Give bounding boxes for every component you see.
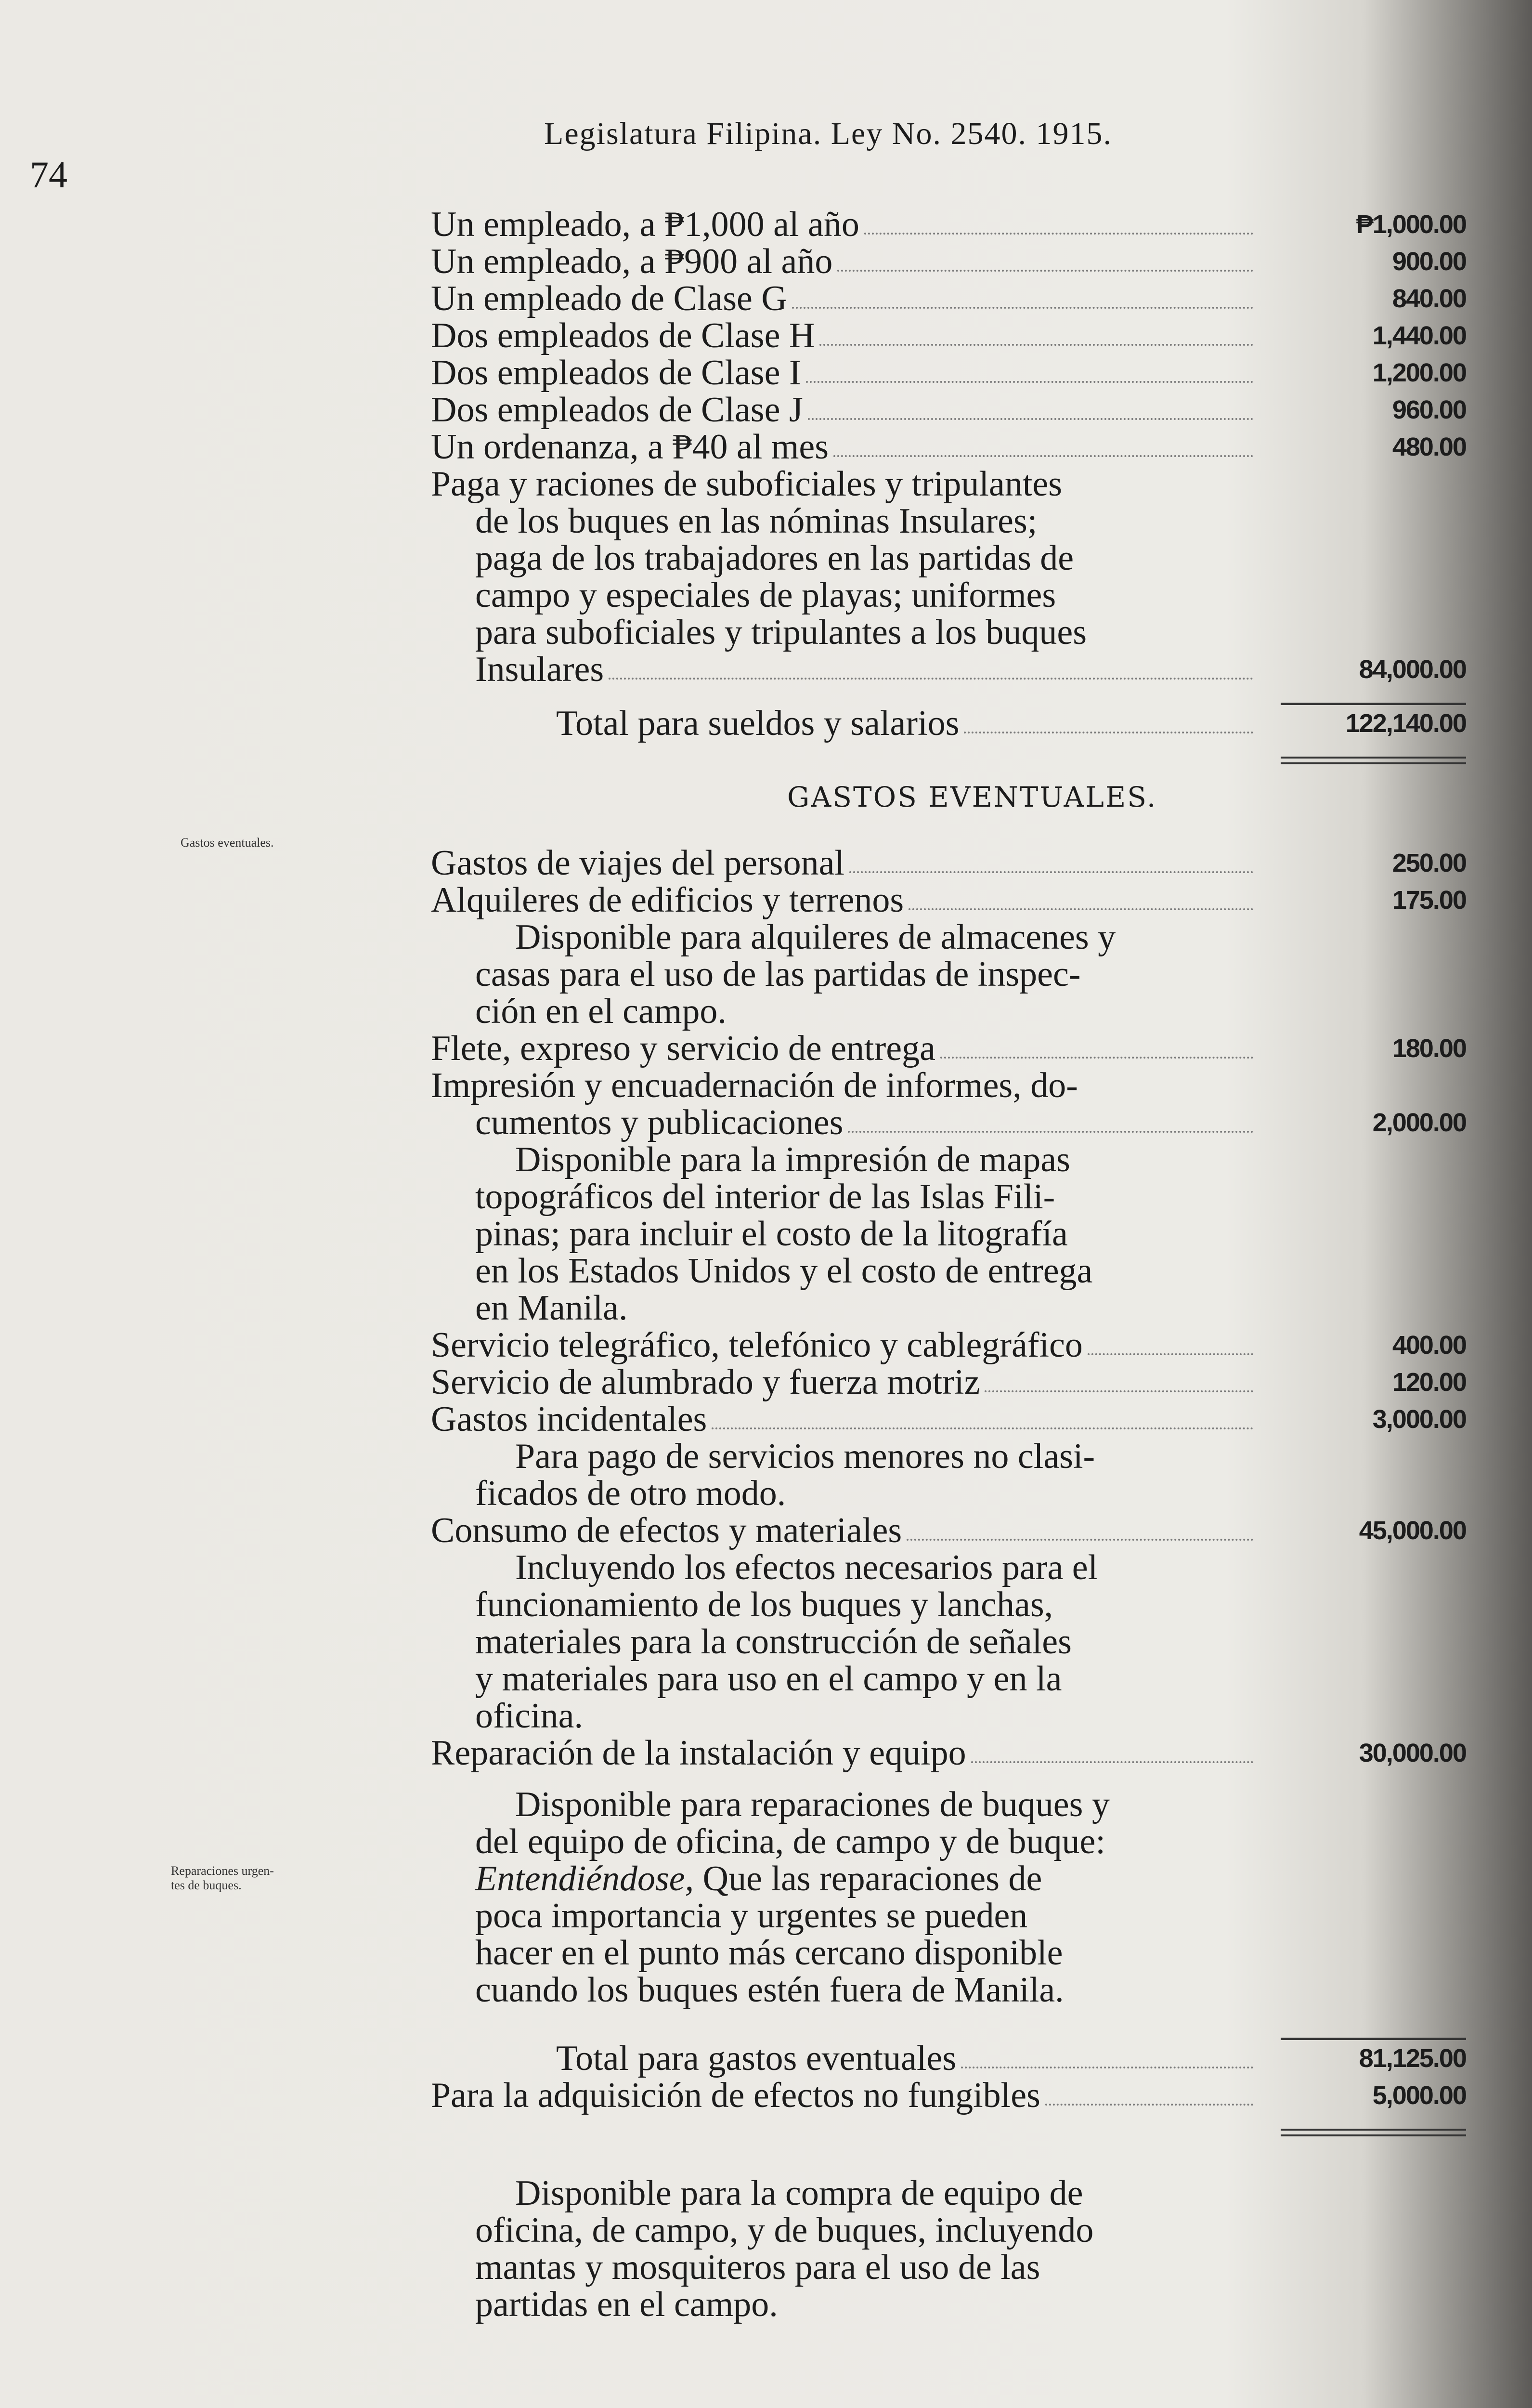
leader-dots [971, 1761, 1253, 1763]
item-label: cumentos y publicaciones [475, 1103, 844, 1142]
paga-text: de los buques en las nóminas Insulares; [475, 501, 1038, 541]
item-label: Servicio telegráfico, telefónico y cablegráfico [431, 1325, 1083, 1365]
line-item [431, 1104, 1466, 1141]
line-item [431, 206, 1466, 243]
item-label: Insulares [475, 650, 604, 689]
total-label: Total para sueldos y salarios [556, 704, 960, 743]
note-text: del equipo de oficina, de campo y de buque: [475, 1822, 1105, 1861]
note-text: topográficos del interior de las Islas Fili- [475, 1177, 1055, 1217]
leader-dots [985, 1390, 1253, 1392]
note-text: Disponible para la impresión de mapas [515, 1140, 1070, 1179]
item-amount: 840.00 [1392, 284, 1466, 313]
note-text: funcionamiento de los buques y lanchas, [475, 1585, 1053, 1624]
line-item [431, 1401, 1466, 1438]
total-line [431, 705, 1466, 742]
item-label: Un ordenanza, a ₱40 al mes [431, 427, 829, 467]
item-amount: 480.00 [1392, 432, 1466, 461]
line-item [431, 429, 1466, 466]
note-text: oficina, de campo, y de buques, incluyendo [475, 2211, 1094, 2250]
item-label: Para la adquisición de efectos no fungibles [431, 2076, 1040, 2115]
leader-dots [837, 270, 1253, 272]
note-text: mantas y mosquiteros para el uso de las [475, 2248, 1040, 2287]
line-item [431, 317, 1466, 354]
appropriation-content [431, 206, 1466, 2323]
leader-dots [907, 1539, 1253, 1541]
item-label: Dos empleados de Clase I [431, 353, 801, 393]
note-text: cuando los buques estén fuera de Manila. [475, 1970, 1064, 2010]
item-label: Gastos de viajes del personal [431, 843, 844, 883]
line-item [431, 1364, 1466, 1401]
note-text: oficina. [475, 1696, 583, 1736]
note-text: Disponible para reparaciones de buques y [515, 1785, 1110, 1824]
leader-dots [964, 732, 1253, 733]
leader-dots [609, 678, 1253, 680]
item-label: Dos empleados de Clase J [431, 390, 803, 430]
item-label: Gastos incidentales [431, 1400, 707, 1439]
leader-dots [1045, 2104, 1253, 2106]
line-item [431, 1512, 1466, 1549]
item-label: Un empleado, a ₱900 al año [431, 242, 833, 281]
paga-text: para suboficiales y tripulantes a los buques [475, 613, 1087, 652]
item-label: Alquileres de edificios y terrenos [431, 880, 904, 920]
note-text: ficados de otro modo. [475, 1474, 786, 1513]
total-double-rule [1281, 757, 1466, 764]
item-text: Impresión y encuadernación de informes, do- [431, 1066, 1078, 1105]
item-label: Reparación de la instalación y equipo [431, 1733, 966, 1773]
line-item [431, 882, 1466, 919]
leader-dots [808, 418, 1253, 420]
leader-dots [909, 908, 1253, 910]
item-label: Un empleado, a ₱1,000 al año [431, 205, 859, 244]
margin-note-line: Reparaciones urgen- [171, 1864, 274, 1878]
item-amount: 3,000.00 [1372, 1405, 1466, 1434]
note-text: en Manila. [475, 1288, 628, 1328]
line-item [431, 651, 1466, 688]
note-text: Para pago de servicios menores no clasi- [515, 1437, 1095, 1476]
note-text-rest: Que las reparaciones de [694, 1859, 1042, 1898]
line-item [431, 392, 1466, 429]
margin-note-reparaciones [171, 1864, 274, 1893]
item-amount: 45,000.00 [1359, 1516, 1466, 1545]
paga-text: Paga y raciones de suboficiales y tripulantes [431, 464, 1063, 504]
note-text: Disponible para la compra de equipo de [515, 2173, 1083, 2213]
item-amount: 120.00 [1392, 1368, 1466, 1397]
item-amount: 30,000.00 [1359, 1739, 1466, 1767]
section-heading: GASTOS EVENTUALES. [787, 781, 1157, 813]
note-text: en los Estados Unidos y el costo de entrega [475, 1251, 1093, 1291]
running-head: Legislatura Filipina. Ley No. 2540. 1915. [544, 116, 1112, 151]
line-item [431, 354, 1466, 392]
item-label: Dos empleados de Clase H [431, 316, 815, 355]
item-amount: 250.00 [1392, 849, 1466, 877]
total-line [431, 2040, 1466, 2077]
note-text: ción en el campo. [475, 992, 727, 1031]
item-amount: 900.00 [1392, 247, 1466, 276]
line-item [431, 845, 1466, 882]
total-amount: 81,125.00 [1359, 2044, 1466, 2073]
page-number: 74 [30, 154, 67, 196]
margin-note-gastos-eventuales: Gastos eventuales. [181, 836, 274, 850]
item-amount: ₱1,000.00 [1356, 210, 1466, 239]
leader-dots [849, 871, 1253, 873]
leader-dots [833, 455, 1253, 457]
note-text: pinas; para incluir el costo de la litografía [475, 1214, 1068, 1254]
leader-dots [848, 1131, 1253, 1133]
note-text [431, 1860, 1466, 1898]
leader-dots [940, 1057, 1253, 1059]
item-label: Flete, expreso y servicio de entrega [431, 1029, 935, 1068]
leader-dots [819, 344, 1253, 346]
note-text: Incluyendo los efectos necesarios para el [515, 1548, 1098, 1587]
item-amount: 960.00 [1392, 395, 1466, 424]
leader-dots [1088, 1353, 1253, 1355]
item-amount: 1,200.00 [1372, 358, 1466, 387]
leader-dots [792, 307, 1253, 309]
total-amount: 122,140.00 [1345, 709, 1466, 738]
line-item [431, 1030, 1466, 1067]
total-double-rule [1281, 2129, 1466, 2136]
note-text: materiales para la construcción de señales [475, 1622, 1072, 1662]
item-amount: 180.00 [1392, 1034, 1466, 1063]
line-item [431, 1327, 1466, 1364]
note-text: hacer en el punto más cercano disponible [475, 1933, 1063, 1973]
item-amount: 400.00 [1392, 1331, 1466, 1360]
item-label: Un empleado de Clase G [431, 279, 787, 318]
total-label: Total para gastos eventuales [556, 2039, 957, 2078]
margin-note-line: tes de buques. [171, 1878, 242, 1892]
paga-text: campo y especiales de playas; uniformes [475, 576, 1056, 615]
item-label: Servicio de alumbrado y fuerza motriz [431, 1362, 980, 1402]
line-item [431, 1735, 1466, 1772]
leader-dots [806, 381, 1253, 383]
item-amount: 84,000.00 [1359, 655, 1466, 684]
note-text: Disponible para alquileres de almacenes y [515, 917, 1116, 957]
leader-dots [961, 2067, 1253, 2068]
item-amount: 5,000.00 [1372, 2081, 1466, 2110]
line-item [431, 280, 1466, 317]
item-label: Consumo de efectos y materiales [431, 1511, 902, 1550]
note-text: poca importancia y urgentes se pueden [475, 1896, 1028, 1936]
note-text: casas para el uso de las partidas de inspec- [475, 955, 1081, 994]
note-text: partidas en el campo. [475, 2285, 778, 2324]
paga-text: paga de los trabajadores en las partidas de [475, 538, 1074, 578]
leader-dots [864, 233, 1253, 235]
line-item [431, 243, 1466, 280]
note-text: y materiales para uso en el campo y en la [475, 1659, 1062, 1699]
item-amount: 175.00 [1392, 886, 1466, 915]
item-amount: 2,000.00 [1372, 1108, 1466, 1137]
leader-dots [712, 1427, 1253, 1429]
proviso-italic: Entendiéndose, [475, 1859, 694, 1898]
item-amount: 1,440.00 [1372, 321, 1466, 350]
line-item [431, 2077, 1466, 2114]
